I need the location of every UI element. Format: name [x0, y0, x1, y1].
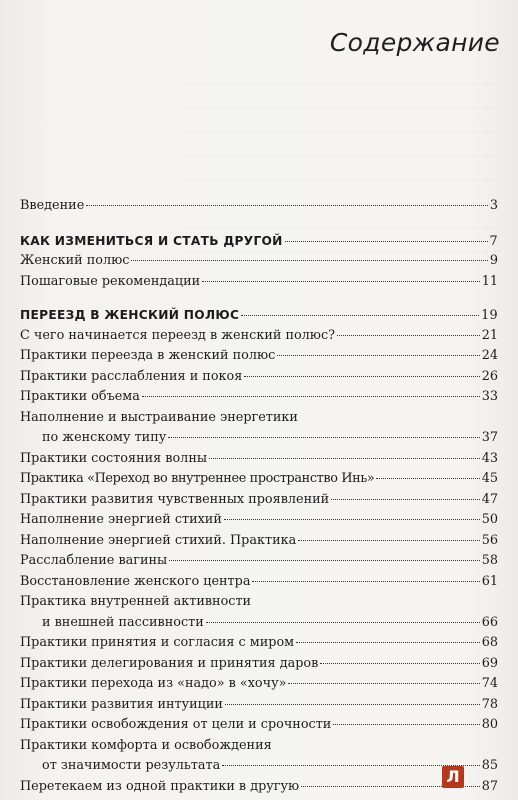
toc-entry-label: Расслабление вагины	[20, 553, 168, 568]
toc-page-number: 19	[481, 308, 498, 323]
toc-entry[interactable]	[20, 272, 498, 293]
toc-page-number: 33	[481, 389, 498, 404]
toc-page-number: 85	[481, 758, 498, 773]
toc-entry[interactable]	[20, 251, 498, 272]
dot-leader	[142, 395, 480, 397]
toc-entry[interactable]	[20, 367, 498, 388]
toc-page-number: 74	[481, 676, 498, 691]
dot-leader	[298, 539, 479, 541]
section-title: КАК ИЗМЕНИТЬСЯ И СТАТЬ ДРУГОЙ	[20, 233, 283, 248]
toc-entry-label: Практика «Переход во внутреннее пространство Инь»	[20, 471, 375, 486]
toc-entry-label-continued: и внешней пассивности	[42, 614, 204, 630]
toc-page-number: 50	[481, 512, 498, 527]
toc-entry-label: Перетекаем из одной практики в другую	[20, 778, 300, 794]
toc-page-number: 43	[481, 450, 498, 466]
toc-entry[interactable]	[20, 510, 498, 531]
dot-leader	[337, 334, 480, 336]
page-title: Содержание	[329, 28, 500, 57]
toc-entry-label: Практики развития интуиции	[20, 696, 223, 712]
table-of-contents	[20, 196, 498, 797]
toc-page-number: 26	[481, 368, 498, 384]
toc-page-number: 87	[481, 778, 498, 794]
dot-leader	[320, 662, 479, 664]
toc-section-heading[interactable]	[20, 231, 498, 252]
toc-entry-label: Восстановление женского центра	[20, 573, 251, 589]
dot-leader	[224, 518, 480, 520]
dot-leader	[206, 621, 480, 623]
dot-leader	[331, 498, 479, 500]
toc-entry[interactable]	[20, 633, 498, 654]
toc-page-number: 11	[481, 273, 498, 289]
toc-entry-label: Практики переезда в женский полюс	[20, 348, 276, 363]
toc-entry[interactable]	[20, 654, 498, 675]
dot-leader	[296, 641, 480, 643]
toc-page-number: 58	[481, 553, 498, 568]
dot-leader	[86, 204, 488, 206]
toc-page-number: 45	[481, 471, 498, 486]
toc-entry[interactable]	[20, 428, 498, 449]
toc-entry[interactable]	[20, 469, 498, 490]
toc-section-heading[interactable]	[20, 305, 498, 326]
toc-entry-intro[interactable]	[20, 196, 498, 217]
toc-entry-label: Практики делегирования и принятия даров	[20, 655, 319, 671]
toc-page-number: 47	[481, 491, 498, 507]
toc-entry[interactable]	[20, 449, 498, 470]
publisher-logo-icon: Л	[442, 766, 464, 788]
toc-entry-label: Женский полюс	[20, 253, 130, 268]
toc-entry[interactable]	[20, 387, 498, 408]
toc-entry[interactable]	[20, 572, 498, 593]
toc-entry-label: Наполнение энергией стихий	[20, 512, 222, 527]
dot-leader	[285, 240, 488, 242]
toc-entry[interactable]	[20, 613, 498, 634]
dot-leader	[168, 436, 479, 438]
toc-entry-label: Практики состояния волны	[20, 450, 208, 466]
toc-page-number: 24	[481, 348, 498, 363]
dot-leader	[202, 280, 480, 282]
toc-entry-label-continued: от значимости результата	[42, 758, 221, 773]
toc-entry-label-line1[interactable]: Практика внутренней активности	[20, 594, 252, 609]
toc-entry-label-line1[interactable]: Практики комфорта и освобождения	[20, 737, 272, 753]
dot-leader	[209, 457, 480, 459]
dot-leader	[225, 703, 480, 705]
toc-page-number: 37	[481, 430, 498, 445]
toc-entry-label: Практики принятия и согласия с миром	[20, 635, 295, 650]
toc-entry[interactable]	[20, 531, 498, 552]
dot-leader	[333, 723, 479, 725]
dot-leader	[277, 354, 479, 356]
toc-page-number: 3	[489, 198, 498, 213]
toc-entry-label: Практики перехода из «надо» в «хочу»	[20, 676, 287, 691]
toc-page-number: 9	[489, 253, 498, 268]
toc-page-number: 78	[481, 696, 498, 712]
toc-entry[interactable]	[20, 346, 498, 367]
toc-entry[interactable]	[20, 326, 498, 347]
dot-leader	[222, 764, 479, 766]
toc-entry[interactable]	[20, 695, 498, 716]
toc-entry[interactable]	[20, 490, 498, 511]
section-title: ПЕРЕЕЗД В ЖЕНСКИЙ ПОЛЮС	[20, 308, 240, 322]
toc-entry[interactable]	[20, 674, 498, 695]
dot-leader	[169, 559, 479, 561]
toc-page-number: 21	[481, 327, 498, 343]
toc-entry[interactable]	[20, 777, 498, 798]
toc-entry-label: Наполнение энергией стихий. Практика	[20, 532, 297, 548]
toc-entry-label-continued: по женскому типу	[42, 430, 167, 445]
toc-entry-label: Практики развития чувственных проявлений	[20, 491, 330, 507]
toc-entry[interactable]	[20, 551, 498, 572]
toc-page-number: 80	[481, 717, 498, 732]
toc-page-number: 68	[481, 635, 498, 650]
toc-entry-label: Введение	[20, 198, 85, 213]
toc-entry-label: С чего начинается переезд в женский полюс?	[20, 327, 335, 343]
dot-leader	[252, 580, 479, 582]
toc-page-number: 61	[481, 573, 498, 589]
dot-leader	[241, 314, 479, 316]
dot-leader	[376, 477, 479, 479]
toc-entry-label: Практики расслабления и покоя	[20, 368, 243, 384]
toc-page-number: 69	[481, 655, 498, 671]
toc-entry-label: Практики объема	[20, 389, 140, 404]
toc-entry[interactable]	[20, 756, 498, 777]
dot-leader	[288, 682, 479, 684]
toc-page-number: 56	[481, 532, 498, 548]
toc-page-number: 7	[489, 233, 498, 249]
toc-entry-label-line1[interactable]: Наполнение и выстраивание энергетики	[20, 409, 298, 425]
toc-entry-label: Пошаговые рекомендации	[20, 273, 201, 289]
dot-leader	[131, 259, 487, 261]
dot-leader	[244, 375, 479, 377]
toc-entry-label: Практики освобождения от цели и срочности	[20, 717, 332, 732]
toc-page-number: 66	[481, 614, 498, 630]
toc-entry[interactable]	[20, 715, 498, 736]
